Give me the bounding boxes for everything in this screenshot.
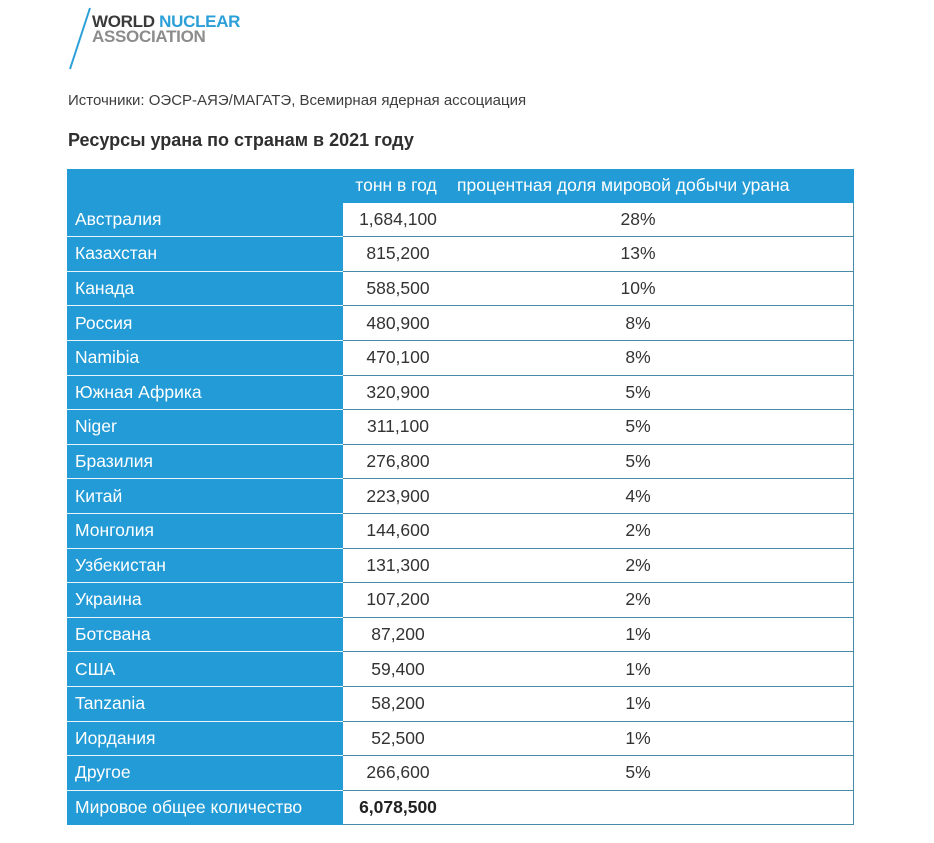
tons-cell: 52,500 [343, 721, 453, 756]
country-cell: Tanzania [67, 686, 343, 721]
country-cell: Namibia [67, 340, 343, 375]
table-row [67, 237, 854, 272]
share-cell: 2% [453, 548, 854, 583]
share-cell [453, 790, 854, 825]
table-row [67, 203, 854, 237]
country-cell: Россия [67, 306, 343, 341]
country-cell: Другое [67, 756, 343, 791]
share-cell: 8% [453, 340, 854, 375]
total-row [67, 790, 854, 825]
table-row [67, 617, 854, 652]
tons-cell: 266,600 [343, 756, 453, 791]
share-cell: 1% [453, 686, 854, 721]
country-cell: Австралия [67, 203, 343, 237]
table-row [67, 375, 854, 410]
share-cell: 1% [453, 652, 854, 687]
share-cell: 28% [453, 203, 854, 237]
table-row [67, 652, 854, 687]
tons-cell: 223,900 [343, 479, 453, 514]
share-cell: 5% [453, 375, 854, 410]
table-header-row [67, 169, 854, 203]
country-cell: Южная Африка [67, 375, 343, 410]
country-cell: Узбекистан [67, 548, 343, 583]
sources-caption: Источники: ОЭСР-АЯЭ/МАГАТЭ, Всемирная ядерная ассоциация [68, 92, 527, 109]
tons-cell: 87,200 [343, 617, 453, 652]
tons-cell: 311,100 [343, 410, 453, 445]
world-nuclear-association-logo [68, 6, 268, 72]
table-row [67, 513, 854, 548]
tons-cell: 107,200 [343, 583, 453, 618]
share-cell: 5% [453, 410, 854, 445]
country-cell: Niger [67, 410, 343, 445]
header-tons: тонн в год [343, 169, 453, 203]
share-cell: 5% [453, 756, 854, 791]
share-cell: 5% [453, 444, 854, 479]
table-row [67, 756, 854, 791]
country-cell: Иордания [67, 721, 343, 756]
table-row [67, 721, 854, 756]
country-cell: США [67, 652, 343, 687]
country-cell: Канада [67, 271, 343, 306]
share-cell: 13% [453, 237, 854, 272]
tons-cell: 588,500 [343, 271, 453, 306]
country-cell: Ботсвана [67, 617, 343, 652]
country-cell: Казахстан [67, 237, 343, 272]
tons-cell: 131,300 [343, 548, 453, 583]
country-cell: Китай [67, 479, 343, 514]
table-row [67, 271, 854, 306]
table-row [67, 444, 854, 479]
tons-cell: 276,800 [343, 444, 453, 479]
logo-text: WORLD NUCLEAR ASSOCIATION [92, 12, 241, 46]
share-cell: 1% [453, 617, 854, 652]
tons-cell: 144,600 [343, 513, 453, 548]
table-row [67, 686, 854, 721]
tons-cell: 480,900 [343, 306, 453, 341]
share-cell: 10% [453, 271, 854, 306]
tons-cell: 6,078,500 [343, 790, 453, 825]
tons-cell: 1,684,100 [343, 203, 453, 237]
tons-cell: 470,100 [343, 340, 453, 375]
country-cell: Бразилия [67, 444, 343, 479]
uranium-resources-table [67, 169, 854, 825]
table-title: Ресурсы урана по странам в 2021 году [68, 130, 414, 150]
table-row [67, 548, 854, 583]
country-cell: Украина [67, 583, 343, 618]
share-cell: 4% [453, 479, 854, 514]
header-share: процентная доля мировой добычи урана [453, 169, 854, 203]
share-cell: 8% [453, 306, 854, 341]
tons-cell: 320,900 [343, 375, 453, 410]
table-row [67, 340, 854, 375]
tons-cell: 815,200 [343, 237, 453, 272]
country-cell: Мировое общее количество [67, 790, 343, 825]
country-cell: Монголия [67, 513, 343, 548]
share-cell: 2% [453, 583, 854, 618]
tons-cell: 59,400 [343, 652, 453, 687]
table-row [67, 306, 854, 341]
share-cell: 1% [453, 721, 854, 756]
tons-cell: 58,200 [343, 686, 453, 721]
table-row [67, 410, 854, 445]
table-row [67, 479, 854, 514]
table-row [67, 583, 854, 618]
header-country [67, 169, 343, 203]
share-cell: 2% [453, 513, 854, 548]
